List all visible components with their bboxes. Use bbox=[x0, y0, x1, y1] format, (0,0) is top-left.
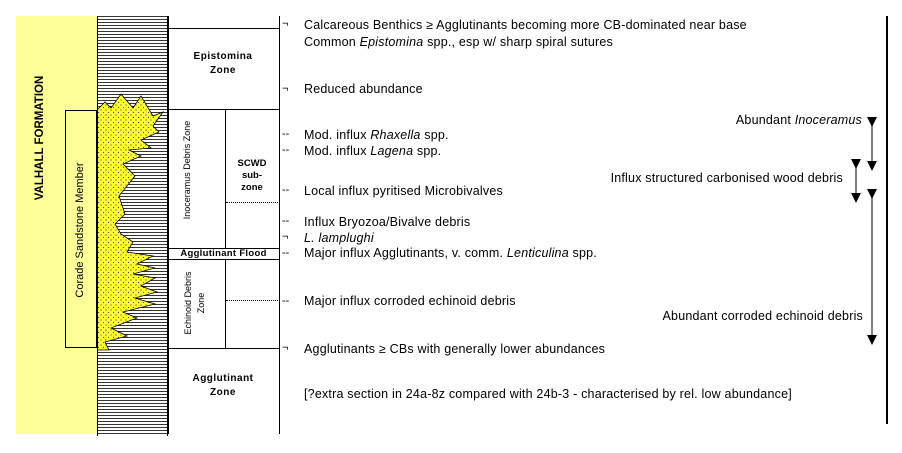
scwd-line3: zone bbox=[241, 182, 263, 193]
epistomina-top-line bbox=[168, 28, 279, 29]
formation-label: VALHALL FORMATION bbox=[34, 75, 46, 201]
agglutinant-zone-line1: Agglutinant bbox=[192, 373, 254, 384]
agglutinant-zone-label bbox=[168, 372, 278, 400]
note-text: Common bbox=[304, 35, 360, 49]
note-common-epistomina bbox=[304, 35, 613, 49]
note-taxon: Epistomina bbox=[359, 35, 424, 49]
note-extra-section: [?extra section in 24a-8z compared with 24b-3 - characterised by rel. low abundance] bbox=[304, 387, 792, 401]
marker-top: ¬ bbox=[282, 231, 289, 243]
marker-tick: -- bbox=[282, 215, 290, 227]
marker-top: ¬ bbox=[282, 18, 289, 30]
scwd-line1: SCWD bbox=[237, 158, 267, 169]
echinoid-zone-text: Echinoid Debris Zone bbox=[183, 271, 206, 335]
scwd-line2: sub- bbox=[241, 170, 263, 181]
subzone-divider-lower bbox=[225, 259, 226, 348]
note-echinoid-debris: Major influx corroded echinoid debris bbox=[304, 294, 516, 308]
range-echinoid-label: Abundant corroded echinoid debris bbox=[662, 309, 863, 323]
note-text: Mod. influx bbox=[304, 144, 371, 158]
note-text: spp. bbox=[568, 246, 597, 260]
agglutinant-zone-line2: Zone bbox=[210, 387, 236, 398]
agglutinant-flood-label: Agglutinant Flood bbox=[180, 248, 267, 259]
note-rhaxella bbox=[304, 128, 449, 142]
marker-tick: -- bbox=[282, 247, 290, 259]
epistomina-zone-line1: Epistomina bbox=[193, 51, 253, 62]
marker-top: ¬ bbox=[282, 342, 289, 354]
range-arrows bbox=[840, 0, 902, 453]
echinoid-base-line bbox=[168, 348, 279, 349]
note-text: Major influx Agglutinants, v. comm. bbox=[304, 246, 507, 260]
note-lagena bbox=[304, 144, 441, 158]
echinoid-dotted bbox=[226, 300, 278, 301]
echinoid-zone-label bbox=[182, 263, 212, 343]
note-agglutinants-cbs: Agglutinants ≥ CBs with generally lower abundances bbox=[304, 342, 606, 356]
range-text: Abundant bbox=[735, 113, 795, 127]
note-lamplughi: L. lamplughi bbox=[304, 231, 374, 245]
note-bryozoa: Influx Bryozoa/Bivalve debris bbox=[304, 215, 471, 229]
note-text: spp. bbox=[413, 144, 442, 158]
note-text: Mod. influx bbox=[304, 128, 371, 142]
note-text: spp. bbox=[420, 128, 449, 142]
note-taxon: Rhaxella bbox=[370, 128, 421, 142]
range-taxon: Inoceramus bbox=[794, 113, 862, 127]
member-label: Corade Sandstone Member bbox=[74, 162, 86, 298]
lithology-column bbox=[97, 16, 168, 436]
inoceramus-zone-text: Inoceramus Debris Zone bbox=[182, 120, 192, 220]
marker-tick: -- bbox=[282, 144, 290, 156]
note-taxon: Lenticulina bbox=[506, 246, 569, 260]
note-calcareous-benthics: Calcareous Benthics ≥ Agglutinants becoming more CB-dominated near base bbox=[304, 18, 747, 32]
marker-tick: -- bbox=[282, 295, 290, 307]
range-wood-debris-label: Influx structured carbonised wood debris bbox=[610, 171, 843, 185]
scwd-base-dotted bbox=[226, 202, 278, 203]
note-text: spp., esp w/ sharp spiral sutures bbox=[423, 35, 613, 49]
note-taxon: Lagena bbox=[370, 144, 414, 158]
marker-tick: -- bbox=[282, 184, 290, 196]
marker-tick: -- bbox=[282, 128, 290, 140]
epistomina-zone-line2: Zone bbox=[210, 65, 236, 76]
scwd-subzone-label bbox=[226, 158, 278, 194]
note-reduced-abundance: Reduced abundance bbox=[304, 82, 423, 96]
marker-top: ¬ bbox=[282, 83, 289, 95]
note-microbivalves: Local influx pyritised Microbivalves bbox=[304, 184, 503, 198]
note-agglutinants-influx bbox=[304, 246, 597, 260]
inoceramus-zone-label bbox=[181, 110, 211, 230]
epistomina-zone-label bbox=[168, 50, 278, 78]
